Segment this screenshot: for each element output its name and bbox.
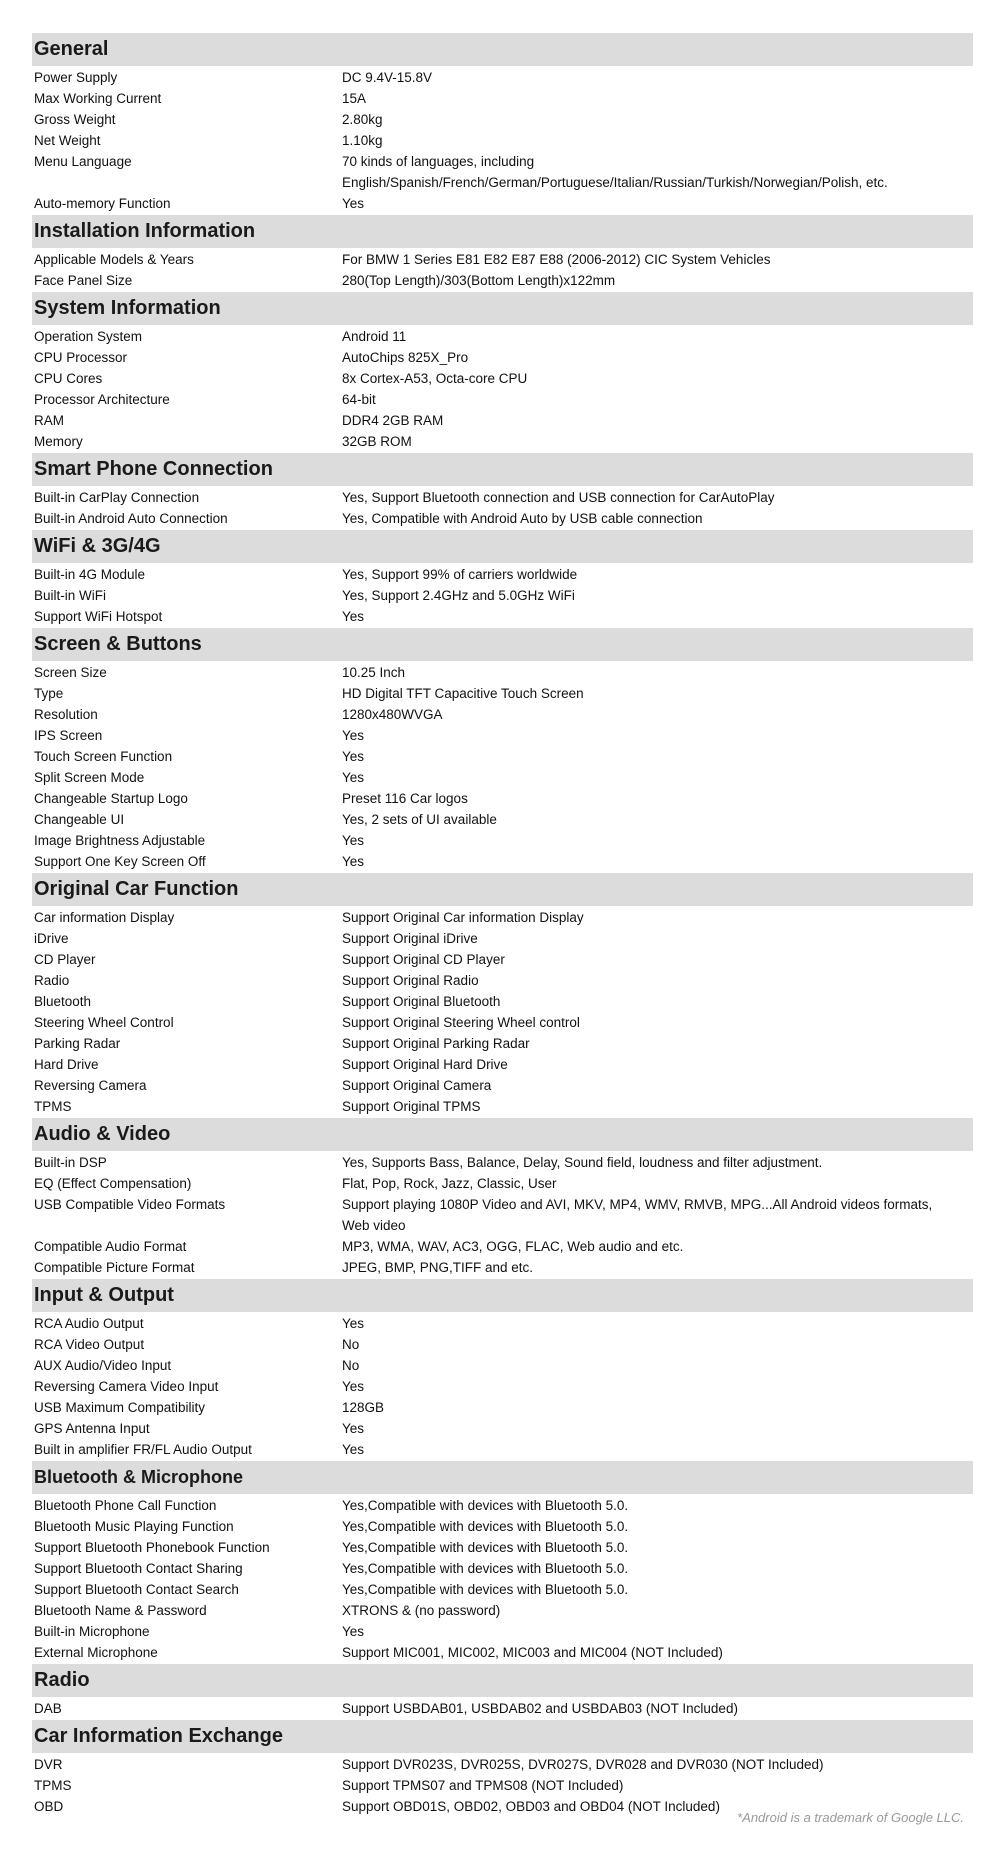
spec-row — [32, 1033, 973, 1054]
spec-value: 8x Cortex-A53, Octa-core CPU — [342, 371, 528, 386]
spec-label: Changeable UI — [34, 812, 125, 827]
spec-row — [32, 1418, 973, 1439]
section-rows — [32, 1312, 973, 1461]
spec-value: Support USBDAB01, USBDAB02 and USBDAB03 (NOT Included) — [342, 1701, 738, 1716]
section-rows — [32, 325, 973, 453]
spec-row — [32, 1775, 973, 1796]
spec-row — [32, 788, 973, 809]
spec-value: Yes — [342, 1379, 365, 1394]
spec-value: Support playing 1080P Video and AVI, MKV, MP4, WMV, RMVB, MPG...All Android videos formats, Web video — [342, 1197, 933, 1233]
spec-section — [32, 1461, 973, 1664]
spec-label: Built-in Android Auto Connection — [34, 511, 228, 526]
spec-value: 15A — [342, 91, 367, 106]
spec-row — [32, 1537, 973, 1558]
section-header: General — [32, 33, 973, 66]
spec-row — [32, 1054, 973, 1075]
spec-label: Menu Language — [34, 154, 132, 169]
spec-value: 1.10kg — [342, 133, 383, 148]
section-header: Installation Information — [32, 215, 973, 248]
spec-label: CD Player — [34, 952, 96, 967]
spec-row — [32, 1376, 973, 1397]
spec-label: Bluetooth Music Playing Function — [34, 1519, 234, 1534]
spec-label: iDrive — [34, 931, 69, 946]
spec-value: Yes — [342, 1316, 365, 1331]
section-header: Smart Phone Connection — [32, 453, 973, 486]
spec-value: Yes — [342, 609, 365, 624]
spec-label: Hard Drive — [34, 1057, 99, 1072]
spec-section — [32, 292, 973, 453]
section-rows — [32, 1753, 973, 1818]
spec-value: 64-bit — [342, 392, 376, 407]
spec-row — [32, 1439, 973, 1460]
spec-value: Support Original iDrive — [342, 931, 478, 946]
spec-label: Bluetooth Name & Password — [34, 1603, 207, 1618]
section-rows — [32, 661, 973, 873]
spec-label: Image Brightness Adjustable — [34, 833, 206, 848]
spec-label: Type — [34, 686, 64, 701]
spec-row — [32, 991, 973, 1012]
spec-row — [32, 1075, 973, 1096]
spec-row — [32, 1152, 973, 1173]
spec-row — [32, 487, 973, 508]
section-rows — [32, 66, 973, 215]
spec-label: Parking Radar — [34, 1036, 121, 1051]
spec-label: Support Bluetooth Phonebook Function — [34, 1540, 270, 1555]
spec-value: Support Original Steering Wheel control — [342, 1015, 580, 1030]
spec-label: Radio — [34, 973, 70, 988]
spec-label: Applicable Models & Years — [34, 252, 194, 267]
spec-value: Support Original Car information Display — [342, 910, 584, 925]
spec-value: Support Original Bluetooth — [342, 994, 501, 1009]
spec-value: DC 9.4V-15.8V — [342, 70, 433, 85]
spec-row — [32, 1754, 973, 1775]
spec-label: Built in amplifier FR/FL Audio Output — [34, 1442, 252, 1457]
spec-value: Support Original CD Player — [342, 952, 505, 967]
spec-section — [32, 215, 973, 292]
spec-value: Yes, Compatible with Android Auto by USB cable connection — [342, 511, 703, 526]
spec-row — [32, 1397, 973, 1418]
spec-value: Yes — [342, 196, 365, 211]
spec-row — [32, 508, 973, 529]
spec-value: Yes — [342, 1442, 365, 1457]
spec-row — [32, 1194, 973, 1236]
spec-value: Support Original Parking Radar — [342, 1036, 530, 1051]
spec-value: Yes — [342, 728, 365, 743]
spec-row — [32, 270, 973, 291]
spec-row — [32, 1096, 973, 1117]
spec-row — [32, 606, 973, 627]
spec-row — [32, 368, 973, 389]
section-header: Audio & Video — [32, 1118, 973, 1151]
spec-value: Yes — [342, 1624, 365, 1639]
spec-value: Yes,Compatible with devices with Bluetooth 5.0. — [342, 1498, 629, 1513]
section-rows — [32, 563, 973, 628]
spec-row — [32, 1579, 973, 1600]
spec-row — [32, 1516, 973, 1537]
spec-label: Reversing Camera Video Input — [34, 1379, 219, 1394]
spec-value: HD Digital TFT Capacitive Touch Screen — [342, 686, 584, 701]
spec-value: Support MIC001, MIC002, MIC003 and MIC004 (NOT Included) — [342, 1645, 723, 1660]
spec-section — [32, 1664, 973, 1720]
section-header: Bluetooth & Microphone — [32, 1461, 973, 1494]
spec-value: Yes, Support Bluetooth connection and USB connection for CarAutoPlay — [342, 490, 775, 505]
spec-label: RAM — [34, 413, 64, 428]
spec-value: 70 kinds of languages, including English/Spanish/French/German/Portuguese/Italian/Russian/Turkish/Norwegian/Polish, etc. — [342, 154, 888, 190]
spec-value: For BMW 1 Series E81 E82 E87 E88 (2006-2012) CIC System Vehicles — [342, 252, 771, 267]
spec-row — [32, 389, 973, 410]
spec-label: Power Supply — [34, 70, 118, 85]
spec-section — [32, 33, 973, 215]
spec-row — [32, 809, 973, 830]
spec-value: Yes — [342, 749, 365, 764]
spec-value: 128GB — [342, 1400, 385, 1415]
spec-row — [32, 326, 973, 347]
spec-value: 2.80kg — [342, 112, 383, 127]
spec-label: AUX Audio/Video Input — [34, 1358, 172, 1373]
section-rows — [32, 248, 973, 292]
spec-label: TPMS — [34, 1778, 72, 1793]
spec-label: Car information Display — [34, 910, 175, 925]
section-rows — [32, 1151, 973, 1279]
spec-label: TPMS — [34, 1099, 72, 1114]
spec-value: Yes — [342, 833, 365, 848]
spec-row — [32, 1698, 973, 1719]
spec-section — [32, 1118, 973, 1279]
spec-row — [32, 564, 973, 585]
spec-row — [32, 585, 973, 606]
spec-row — [32, 347, 973, 368]
spec-label: Resolution — [34, 707, 98, 722]
spec-value: Support Original TPMS — [342, 1099, 481, 1114]
spec-label: EQ (Effect Compensation) — [34, 1176, 192, 1191]
spec-label: Net Weight — [34, 133, 101, 148]
spec-value: Support OBD01S, OBD02, OBD03 and OBD04 (NOT Included) — [342, 1799, 720, 1814]
spec-value: 32GB ROM — [342, 434, 412, 449]
spec-label: Memory — [34, 434, 83, 449]
spec-value: No — [342, 1337, 360, 1352]
spec-row — [32, 1600, 973, 1621]
spec-value: JPEG, BMP, PNG,TIFF and etc. — [342, 1260, 534, 1275]
spec-row — [32, 1173, 973, 1194]
spec-label: Support Bluetooth Contact Search — [34, 1582, 239, 1597]
spec-label: Auto-memory Function — [34, 196, 171, 211]
spec-value: 10.25 Inch — [342, 665, 406, 680]
spec-label: Built-in Microphone — [34, 1624, 150, 1639]
spec-label: CPU Cores — [34, 371, 103, 386]
spec-label: Built-in WiFi — [34, 588, 107, 603]
spec-row — [32, 1313, 973, 1334]
spec-label: DAB — [34, 1701, 62, 1716]
spec-row — [32, 746, 973, 767]
spec-label: USB Compatible Video Formats — [34, 1197, 226, 1212]
spec-section — [32, 1279, 973, 1461]
spec-label: Max Working Current — [34, 91, 162, 106]
spec-value: 1280x480WVGA — [342, 707, 443, 722]
spec-row — [32, 1558, 973, 1579]
spec-section — [32, 453, 973, 530]
spec-label: CPU Processor — [34, 350, 128, 365]
spec-row — [32, 1621, 973, 1642]
spec-row — [32, 767, 973, 788]
spec-row — [32, 130, 973, 151]
spec-label: External Microphone — [34, 1645, 158, 1660]
spec-value: Yes,Compatible with devices with Bluetooth 5.0. — [342, 1540, 629, 1555]
section-rows — [32, 486, 973, 530]
spec-label: Split Screen Mode — [34, 770, 145, 785]
spec-label: RCA Video Output — [34, 1337, 145, 1352]
spec-value: Yes, 2 sets of UI available — [342, 812, 497, 827]
spec-row — [32, 683, 973, 704]
trademark-footnote: *Android is a trademark of Google LLC. — [737, 1810, 964, 1825]
spec-label: RCA Audio Output — [34, 1316, 144, 1331]
spec-row — [32, 151, 973, 193]
spec-sheet — [32, 33, 973, 1818]
spec-row — [32, 193, 973, 214]
spec-value: Yes, Supports Bass, Balance, Delay, Sound field, loudness and filter adjustment. — [342, 1155, 823, 1170]
section-rows — [32, 906, 973, 1118]
spec-row — [32, 970, 973, 991]
section-header: System Information — [32, 292, 973, 325]
spec-row — [32, 249, 973, 270]
spec-label: DVR — [34, 1757, 63, 1772]
spec-row — [32, 1257, 973, 1278]
spec-value: Yes — [342, 770, 365, 785]
spec-label: Processor Architecture — [34, 392, 170, 407]
section-header: Screen & Buttons — [32, 628, 973, 661]
spec-value: XTRONS & (no password) — [342, 1603, 501, 1618]
spec-value: Yes,Compatible with devices with Bluetooth 5.0. — [342, 1561, 629, 1576]
spec-value: Support Original Camera — [342, 1078, 492, 1093]
spec-label: Steering Wheel Control — [34, 1015, 174, 1030]
spec-row — [32, 109, 973, 130]
spec-row — [32, 431, 973, 452]
spec-row — [32, 949, 973, 970]
spec-value: DDR4 2GB RAM — [342, 413, 444, 428]
spec-value: Yes,Compatible with devices with Bluetooth 5.0. — [342, 1519, 629, 1534]
spec-row — [32, 704, 973, 725]
spec-label: Built-in CarPlay Connection — [34, 490, 200, 505]
section-header: Input & Output — [32, 1279, 973, 1312]
section-header: Radio — [32, 1664, 973, 1697]
spec-row — [32, 88, 973, 109]
section-header: Original Car Function — [32, 873, 973, 906]
spec-label: IPS Screen — [34, 728, 103, 743]
spec-label: Bluetooth Phone Call Function — [34, 1498, 217, 1513]
spec-row — [32, 725, 973, 746]
spec-label: Gross Weight — [34, 112, 116, 127]
spec-row — [32, 1495, 973, 1516]
spec-label: Support One Key Screen Off — [34, 854, 206, 869]
spec-label: Built-in 4G Module — [34, 567, 146, 582]
spec-value: Support TPMS07 and TPMS08 (NOT Included) — [342, 1778, 624, 1793]
spec-row — [32, 662, 973, 683]
spec-label: Operation System — [34, 329, 143, 344]
spec-label: Support WiFi Hotspot — [34, 609, 163, 624]
spec-value: Support DVR023S, DVR025S, DVR027S, DVR028 and DVR030 (NOT Included) — [342, 1757, 824, 1772]
spec-label: Changeable Startup Logo — [34, 791, 188, 806]
spec-label: USB Maximum Compatibility — [34, 1400, 206, 1415]
spec-value: Preset 116 Car logos — [342, 791, 468, 806]
spec-section — [32, 628, 973, 873]
section-header: Car Information Exchange — [32, 1720, 973, 1753]
spec-section — [32, 530, 973, 628]
section-rows — [32, 1494, 973, 1664]
spec-value: Yes, Support 99% of carriers worldwide — [342, 567, 578, 582]
spec-label: Touch Screen Function — [34, 749, 173, 764]
spec-value: Yes, Support 2.4GHz and 5.0GHz WiFi — [342, 588, 575, 603]
spec-row — [32, 1236, 973, 1257]
spec-row — [32, 830, 973, 851]
spec-label: Reversing Camera — [34, 1078, 147, 1093]
spec-value: Yes,Compatible with devices with Bluetooth 5.0. — [342, 1582, 629, 1597]
spec-value: AutoChips 825X_Pro — [342, 350, 469, 365]
spec-value: Yes — [342, 1421, 365, 1436]
spec-label: OBD — [34, 1799, 64, 1814]
spec-label: Screen Size — [34, 665, 107, 680]
spec-label: Face Panel Size — [34, 273, 133, 288]
spec-value: No — [342, 1358, 360, 1373]
spec-row — [32, 410, 973, 431]
spec-label: Bluetooth — [34, 994, 92, 1009]
section-header: WiFi & 3G/4G — [32, 530, 973, 563]
section-rows — [32, 1697, 973, 1720]
spec-section — [32, 1720, 973, 1818]
spec-value: Yes — [342, 854, 365, 869]
spec-section — [32, 873, 973, 1118]
spec-label: Compatible Audio Format — [34, 1239, 187, 1254]
spec-row — [32, 851, 973, 872]
spec-row — [32, 67, 973, 88]
spec-value: MP3, WMA, WAV, AC3, OGG, FLAC, Web audio and etc. — [342, 1239, 684, 1254]
spec-label: Built-in DSP — [34, 1155, 107, 1170]
spec-row — [32, 907, 973, 928]
spec-row — [32, 1642, 973, 1663]
spec-row — [32, 928, 973, 949]
spec-row — [32, 1334, 973, 1355]
spec-value: Support Original Hard Drive — [342, 1057, 508, 1072]
spec-value: Android 11 — [342, 329, 407, 344]
spec-label: Support Bluetooth Contact Sharing — [34, 1561, 243, 1576]
spec-value: Support Original Radio — [342, 973, 479, 988]
spec-value: Flat, Pop, Rock, Jazz, Classic, User — [342, 1176, 557, 1191]
spec-row — [32, 1355, 973, 1376]
spec-label: Compatible Picture Format — [34, 1260, 195, 1275]
spec-label: GPS Antenna Input — [34, 1421, 150, 1436]
spec-value: 280(Top Length)/303(Bottom Length)x122mm — [342, 273, 616, 288]
spec-row — [32, 1012, 973, 1033]
